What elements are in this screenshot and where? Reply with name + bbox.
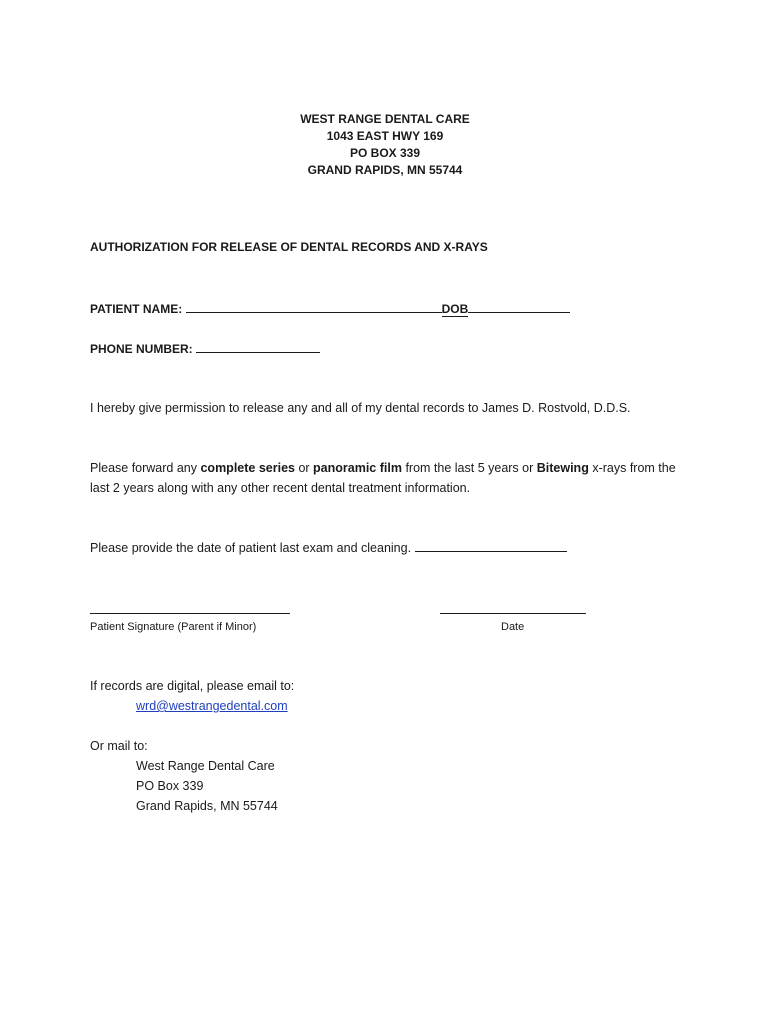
forward-paragraph: Please forward any complete series or panoramic film from the last 5 years or Bitewing x-rays from the last 2 years along with any other recent dental treatment information. — [90, 461, 676, 495]
practice-po-box: PO BOX 339 — [349, 146, 421, 160]
panoramic-film-bold: panoramic film — [313, 461, 402, 475]
dob-field[interactable] — [468, 300, 570, 313]
bitewing-bold: Bitewing — [536, 461, 589, 475]
practice-street: 1043 EAST HWY 169 — [326, 129, 444, 143]
date-line[interactable] — [440, 613, 586, 614]
signature-label: Patient Signature (Parent if Minor) — [90, 621, 257, 633]
mail-line-2: PO Box 339 — [136, 779, 204, 793]
patient-name-label: PATIENT NAME: — [90, 302, 183, 316]
phone-field[interactable] — [196, 340, 320, 353]
date-label: Date — [501, 621, 525, 633]
email-link[interactable]: wrd@westrangedental.com — [136, 699, 288, 713]
phone-label: PHONE NUMBER: — [90, 342, 193, 356]
last-exam-text: Please provide the date of patient last exam and cleaning. — [90, 541, 412, 555]
last-exam-field[interactable] — [415, 539, 567, 552]
dob-label: DOB — [441, 302, 469, 316]
last-exam-row — [90, 538, 567, 558]
permission-text: I hereby give permission to release any and all of my dental records to James D. Rostvold, D.D.S. — [90, 401, 631, 415]
phone-row — [90, 340, 320, 356]
patient-name-row — [90, 300, 570, 316]
mail-line-1: West Range Dental Care — [136, 759, 275, 773]
mail-intro: Or mail to: — [90, 739, 148, 753]
signature-line[interactable] — [90, 613, 290, 614]
practice-name: WEST RANGE DENTAL CARE — [300, 112, 470, 126]
email-intro: If records are digital, please email to: — [90, 679, 295, 693]
practice-city-state-zip: GRAND RAPIDS, MN 55744 — [307, 163, 463, 177]
patient-name-field[interactable] — [186, 300, 442, 313]
form-title: AUTHORIZATION FOR RELEASE OF DENTAL RECORDS AND X-RAYS — [90, 240, 488, 254]
mail-line-3: Grand Rapids, MN 55744 — [136, 799, 278, 813]
complete-series-bold: complete series — [200, 461, 295, 475]
